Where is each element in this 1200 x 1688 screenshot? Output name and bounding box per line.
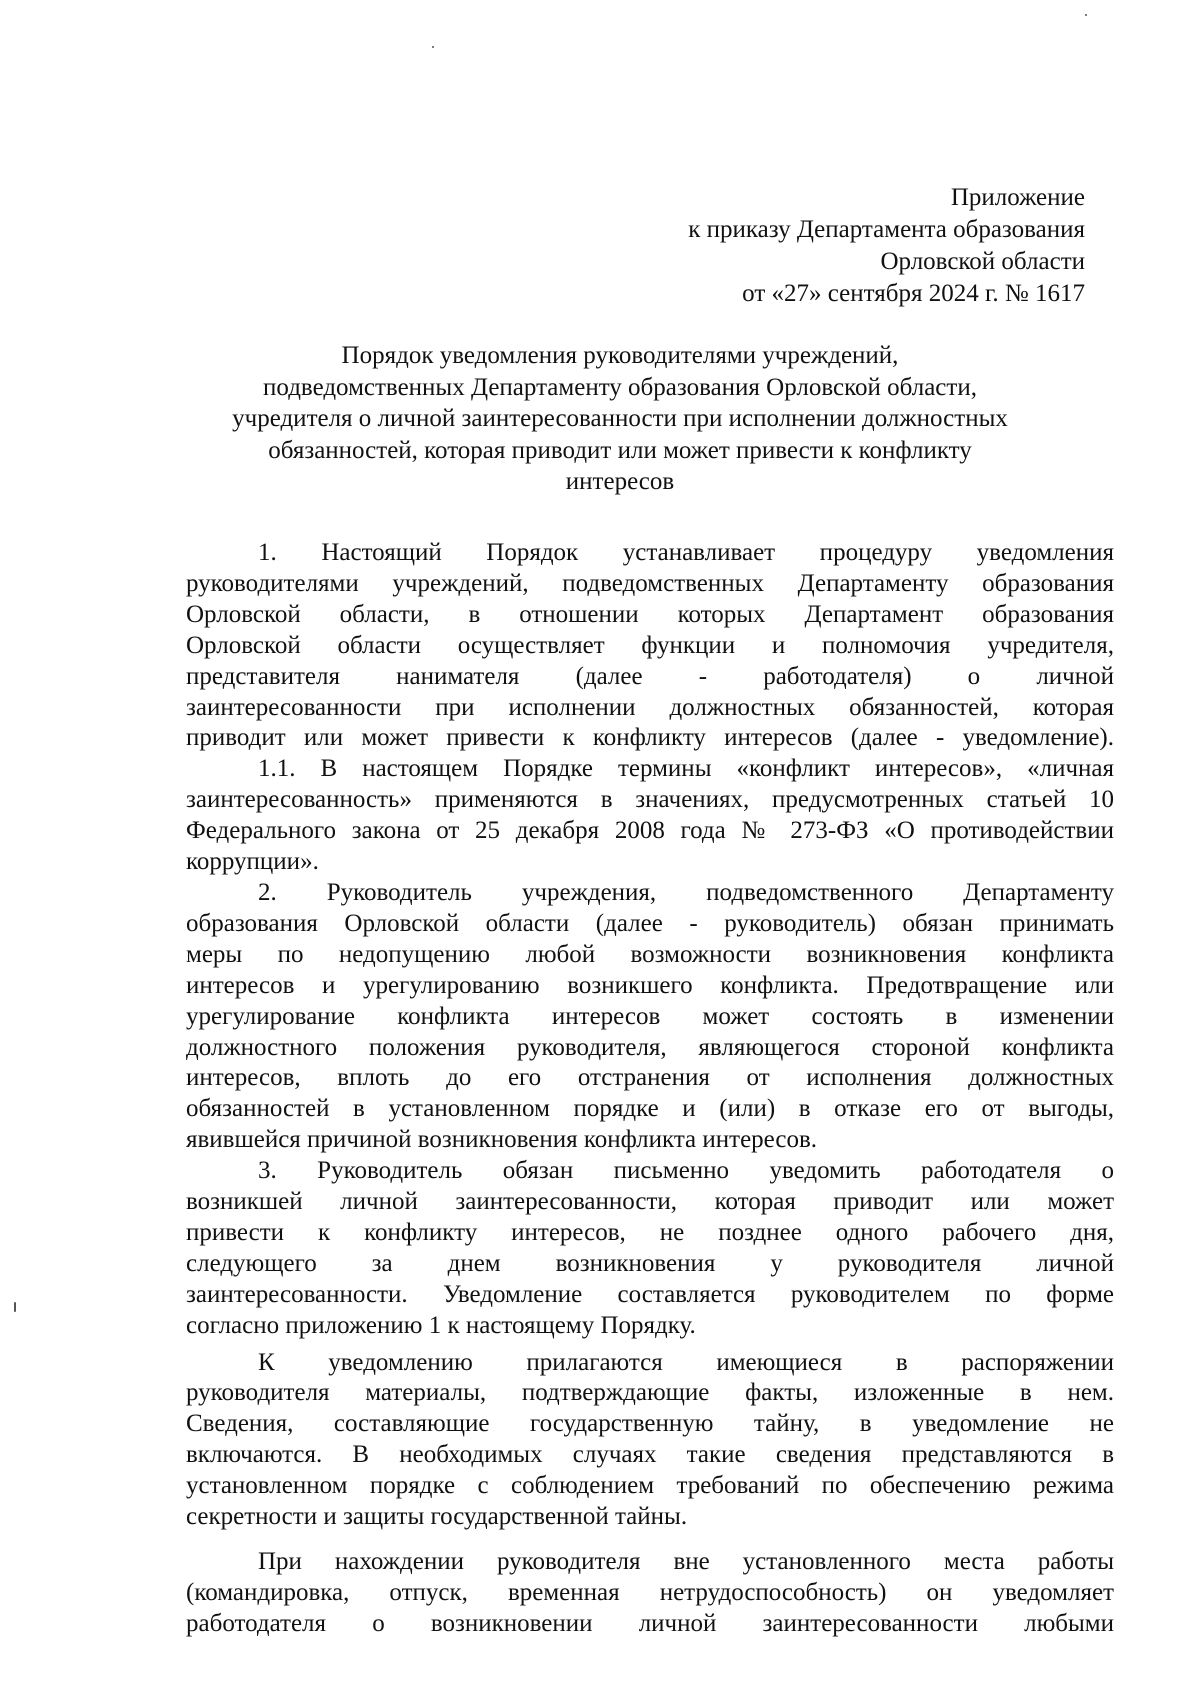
text-line: Орловской области, в отношении которых Департамент образования	[186, 600, 1114, 628]
text-line: Орловской области осуществляет функции и полномочия учредителя,	[186, 631, 1114, 659]
text-line: установленном порядке с соблюдением требований по обеспечению режима	[186, 1472, 1114, 1500]
appendix-order-ref: к приказу Департамента образования	[688, 216, 1085, 243]
text-line: следующего за днем возникновения у руководителя личной	[186, 1249, 1114, 1277]
paragraph-absence	[186, 1547, 1114, 1640]
text-line: приводит или может привести к конфликту интересов (далее - уведомление).	[186, 724, 1114, 752]
text-line: Сведения, составляющие государственную тайну, в уведомление не	[186, 1410, 1114, 1438]
document-title	[180, 340, 1060, 498]
text-line: интересов, вплоть до его отстранения от исполнения должностных	[186, 1064, 1114, 1092]
document-body	[186, 538, 1114, 1640]
text-line: руководителя материалы, подтверждающие факты, изложенные в нем.	[186, 1379, 1114, 1407]
paragraph-1	[186, 538, 1114, 754]
appendix-label: Приложение	[950, 184, 1085, 211]
text-line: явившейся причиной возникновения конфликта интересов.	[186, 1126, 818, 1154]
text-line: меры по недопущению любой возможности возникновения конфликта	[186, 940, 1114, 968]
scan-speck	[14, 1302, 16, 1312]
text-line: Федерального закона от 25 декабря 2008 года № 273-ФЗ «О противодействии	[186, 817, 1114, 845]
spacer	[186, 1533, 1114, 1547]
paragraph-2	[186, 878, 1114, 1156]
paragraph-attachments	[186, 1348, 1114, 1533]
scan-speck	[1085, 14, 1087, 16]
text-line: К уведомлению прилагаются имеющиеся в распоряжении	[258, 1348, 1114, 1376]
text-line: образования Орловской области (далее - руководитель) обязан принимать	[186, 909, 1114, 937]
text-line: руководителями учреждений, подведомственных Департаменту образования	[186, 569, 1114, 597]
scan-speck	[432, 46, 434, 48]
text-line: 1.1. В настоящем Порядке термины «конфликт интересов», «личная	[258, 755, 1114, 783]
title-line: подведомственных Департаменту образования Орловской области,	[263, 373, 977, 401]
text-line: заинтересованность» применяются в значениях, предусмотренных статьей 10	[186, 786, 1114, 814]
text-line: интересов и урегулированию возникшего конфликта. Предотвращение или	[186, 971, 1114, 999]
text-line: представителя нанимателя (далее - работодателя) о личной	[186, 662, 1114, 690]
appendix-header	[485, 182, 1085, 310]
text-line: должностного положения руководителя, являющегося стороной конфликта	[186, 1033, 1114, 1061]
paragraph-3	[186, 1156, 1114, 1341]
text-line: возникшей личной заинтересованности, которая приводит или может	[186, 1188, 1114, 1216]
appendix-region: Орловской области	[880, 248, 1085, 275]
text-line: При нахождении руководителя вне установленного места работы	[258, 1548, 1114, 1575]
appendix-date-number: от «27» сентября 2024 г. № 1617	[742, 280, 1085, 307]
text-line: заинтересованности. Уведомление составляется руководителем по форме	[186, 1280, 1114, 1308]
text-line: согласно приложению 1 к настоящему Порядку.	[186, 1311, 696, 1339]
text-line: 1. Настоящий Порядок устанавливает процедуру уведомления	[258, 539, 1114, 566]
text-line: коррупции».	[186, 848, 319, 876]
title-line: интересов	[565, 468, 675, 495]
paragraph-1-1	[186, 754, 1114, 878]
text-line: 3. Руководитель обязан письменно уведомить работодателя о	[258, 1157, 1114, 1185]
text-line: привести к конфликту интересов, не позднее одного рабочего дня,	[186, 1218, 1114, 1246]
title-line: Порядок уведомления руководителями учреждений,	[341, 342, 899, 369]
text-line: (командировка, отпуск, временная нетрудоспособность) он уведомляет	[186, 1578, 1114, 1606]
text-line: урегулирование конфликта интересов может состоять в изменении	[186, 1002, 1114, 1030]
title-line: учредителя о личной заинтересованности при исполнении должностных	[232, 405, 1008, 432]
title-line: обязанностей, которая приводит или может привести к конфликту	[268, 436, 972, 464]
text-line: секретности и защиты государственной тайны.	[186, 1503, 688, 1531]
text-line: 2. Руководитель учреждения, подведомственного Департаменту	[258, 878, 1114, 906]
text-line: обязанностей в установленном порядке и (или) в отказе его от выгоды,	[186, 1095, 1114, 1123]
text-line: заинтересованности при исполнении должностных обязанностей, которая	[186, 693, 1114, 721]
text-line: включаются. В необходимых случаях такие сведения представляются в	[186, 1441, 1114, 1469]
text-line: работодателя о возникновении личной заинтересованности любыми	[186, 1609, 1114, 1637]
